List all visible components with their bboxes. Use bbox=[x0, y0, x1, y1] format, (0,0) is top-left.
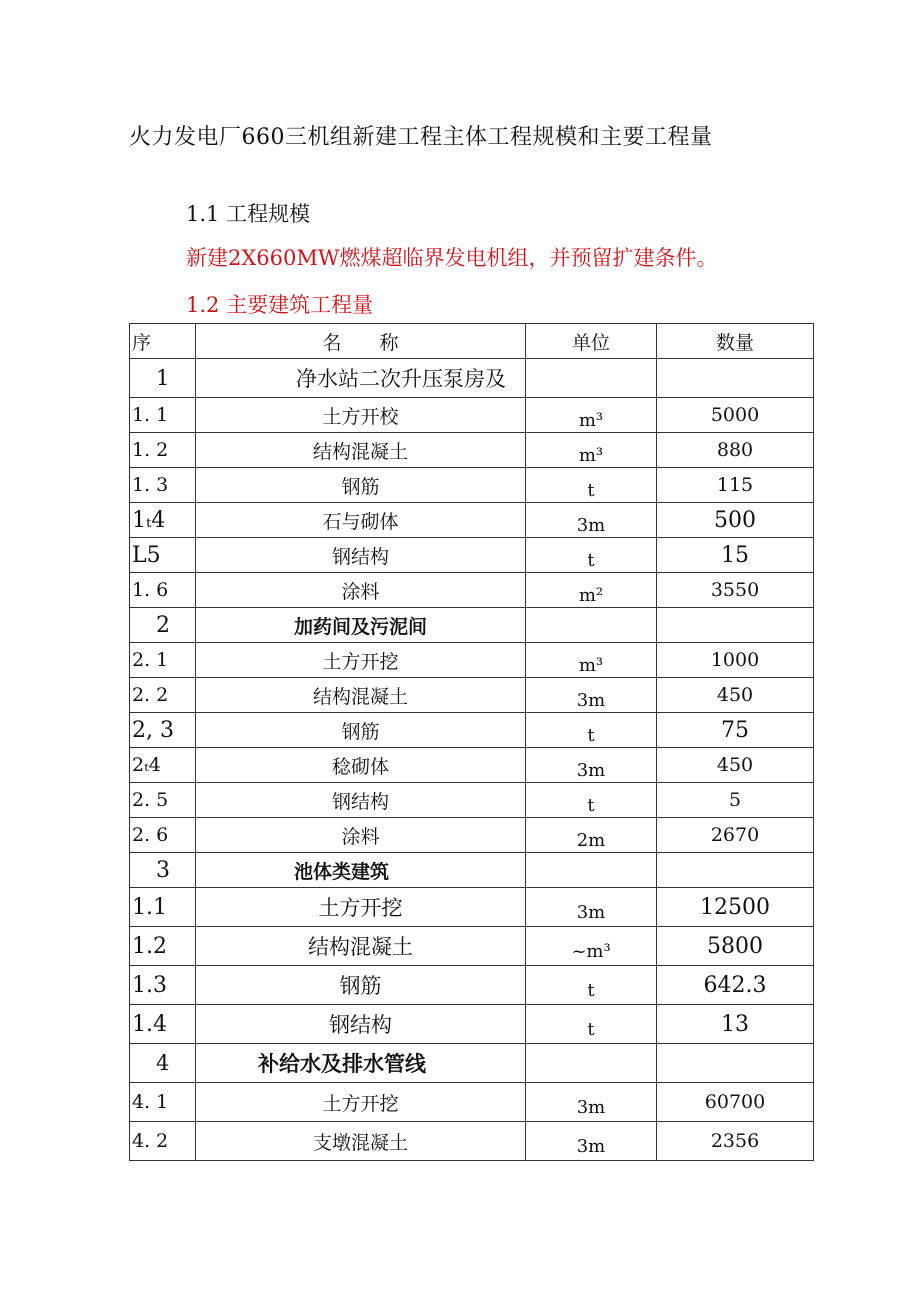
table-row bbox=[130, 398, 814, 433]
row-qty: 75 bbox=[657, 713, 814, 748]
row-name: 结构混凝土 bbox=[196, 433, 526, 468]
row-unit: 3m bbox=[526, 748, 657, 783]
row-unit: 2m bbox=[526, 818, 657, 853]
row-name: 钢结构 bbox=[196, 783, 526, 818]
header-no: 序 bbox=[130, 324, 196, 359]
table-row bbox=[130, 818, 814, 853]
scale-description: 新建2X660MW燃煤超临界发电机组，并预留扩建条件。 bbox=[186, 246, 718, 270]
row-qty: 1000 bbox=[657, 643, 814, 678]
row-unit: t bbox=[526, 538, 657, 573]
row-name: 土方开挖 bbox=[196, 643, 526, 678]
row-unit bbox=[526, 853, 657, 888]
row-no: L5 bbox=[130, 538, 196, 573]
row-no: 4. 1 bbox=[130, 1083, 196, 1122]
row-unit: t bbox=[526, 1005, 657, 1044]
table-row bbox=[130, 1044, 814, 1083]
row-name: 土方开校 bbox=[196, 398, 526, 433]
row-unit: m² bbox=[526, 573, 657, 608]
table-row bbox=[130, 888, 814, 927]
table-row bbox=[130, 503, 814, 538]
row-name: 加药间及污泥间 bbox=[196, 608, 526, 643]
row-qty: 5800 bbox=[657, 927, 814, 966]
row-no: 2. 5 bbox=[130, 783, 196, 818]
table-row bbox=[130, 853, 814, 888]
section-heading-scale: 1.1 工程规模 bbox=[186, 202, 311, 226]
table-row bbox=[130, 927, 814, 966]
header-unit: 单位 bbox=[526, 324, 657, 359]
row-name: 结构混凝土 bbox=[196, 678, 526, 713]
row-qty: 5 bbox=[657, 783, 814, 818]
row-qty: 2356 bbox=[657, 1122, 814, 1161]
row-name: 涂料 bbox=[196, 573, 526, 608]
row-name: 土方开挖 bbox=[196, 888, 526, 927]
table-row bbox=[130, 678, 814, 713]
row-unit bbox=[526, 608, 657, 643]
row-qty bbox=[657, 359, 814, 398]
row-unit: t bbox=[526, 783, 657, 818]
row-no: 2. 6 bbox=[130, 818, 196, 853]
row-qty bbox=[657, 853, 814, 888]
row-unit: t bbox=[526, 966, 657, 1005]
row-unit: 3m bbox=[526, 1083, 657, 1122]
table-row bbox=[130, 1005, 814, 1044]
row-name: 稔砌体 bbox=[196, 748, 526, 783]
table-row bbox=[130, 1122, 814, 1161]
row-no: 4 bbox=[130, 1044, 196, 1083]
quantities-table bbox=[129, 323, 814, 1161]
table-row bbox=[130, 433, 814, 468]
row-no: 1 bbox=[130, 359, 196, 398]
row-no: 2, 3 bbox=[130, 713, 196, 748]
row-qty: 450 bbox=[657, 748, 814, 783]
row-no: 1. 1 bbox=[130, 398, 196, 433]
row-unit: t bbox=[526, 713, 657, 748]
row-unit: 3m bbox=[526, 503, 657, 538]
row-qty: 880 bbox=[657, 433, 814, 468]
row-qty bbox=[657, 608, 814, 643]
section-heading-quantities: 1.2 主要建筑工程量 bbox=[186, 293, 374, 317]
row-no: 4. 2 bbox=[130, 1122, 196, 1161]
table-row bbox=[130, 359, 814, 398]
row-name: 土方开挖 bbox=[196, 1083, 526, 1122]
row-name: 池体类建筑 bbox=[196, 853, 526, 888]
row-unit bbox=[526, 1044, 657, 1083]
row-name: 钢筋 bbox=[196, 966, 526, 1005]
row-name: 结构混凝土 bbox=[196, 927, 526, 966]
row-name: 钢筋 bbox=[196, 468, 526, 503]
row-unit: m³ bbox=[526, 433, 657, 468]
row-unit: 3m bbox=[526, 888, 657, 927]
row-no: 1. 2 bbox=[130, 433, 196, 468]
table-row bbox=[130, 608, 814, 643]
row-no: 1. 3 bbox=[130, 468, 196, 503]
row-no: 2. 2 bbox=[130, 678, 196, 713]
row-qty: 13 bbox=[657, 1005, 814, 1044]
row-no: 1.4 bbox=[130, 1005, 196, 1044]
table-row bbox=[130, 1083, 814, 1122]
table-row bbox=[130, 966, 814, 1005]
row-unit: m³ bbox=[526, 398, 657, 433]
row-qty: 500 bbox=[657, 503, 814, 538]
row-unit: t bbox=[526, 468, 657, 503]
table-row bbox=[130, 643, 814, 678]
row-name: 支墩混凝土 bbox=[196, 1122, 526, 1161]
row-unit: 3m bbox=[526, 1122, 657, 1161]
row-no: 1. 6 bbox=[130, 573, 196, 608]
row-qty: 15 bbox=[657, 538, 814, 573]
row-name: 涂料 bbox=[196, 818, 526, 853]
row-name: 补给水及排水管线 bbox=[196, 1044, 526, 1083]
table-row bbox=[130, 748, 814, 783]
header-name: 名 称 bbox=[196, 324, 526, 359]
row-qty bbox=[657, 1044, 814, 1083]
row-name: 石与砌体 bbox=[196, 503, 526, 538]
header-qty: 数量 bbox=[657, 324, 814, 359]
table-header-row bbox=[130, 324, 814, 359]
document-title: 火力发电厂660三机组新建工程主体工程规模和主要工程量 bbox=[129, 125, 713, 150]
row-unit: 3m bbox=[526, 678, 657, 713]
table-row bbox=[130, 713, 814, 748]
row-unit: ~m³ bbox=[526, 927, 657, 966]
row-no: 1ₜ4 bbox=[130, 503, 196, 538]
table-row bbox=[130, 538, 814, 573]
row-name: 钢结构 bbox=[196, 1005, 526, 1044]
row-unit bbox=[526, 359, 657, 398]
row-qty: 642.3 bbox=[657, 966, 814, 1005]
row-qty: 60700 bbox=[657, 1083, 814, 1122]
row-qty: 5000 bbox=[657, 398, 814, 433]
row-name: 净水站二次升压泵房及 bbox=[196, 359, 526, 398]
table-row bbox=[130, 783, 814, 818]
row-no: 1.2 bbox=[130, 927, 196, 966]
row-unit: m³ bbox=[526, 643, 657, 678]
row-qty: 3550 bbox=[657, 573, 814, 608]
row-name: 钢结构 bbox=[196, 538, 526, 573]
row-no: 2. 1 bbox=[130, 643, 196, 678]
row-no: 3 bbox=[130, 853, 196, 888]
row-qty: 450 bbox=[657, 678, 814, 713]
row-no: 1.3 bbox=[130, 966, 196, 1005]
row-no: 2 bbox=[130, 608, 196, 643]
row-no: 2ₜ4 bbox=[130, 748, 196, 783]
row-name: 钢筋 bbox=[196, 713, 526, 748]
row-qty: 2670 bbox=[657, 818, 814, 853]
table-row bbox=[130, 573, 814, 608]
row-no: 1.1 bbox=[130, 888, 196, 927]
row-qty: 115 bbox=[657, 468, 814, 503]
row-qty: 12500 bbox=[657, 888, 814, 927]
table-row bbox=[130, 468, 814, 503]
